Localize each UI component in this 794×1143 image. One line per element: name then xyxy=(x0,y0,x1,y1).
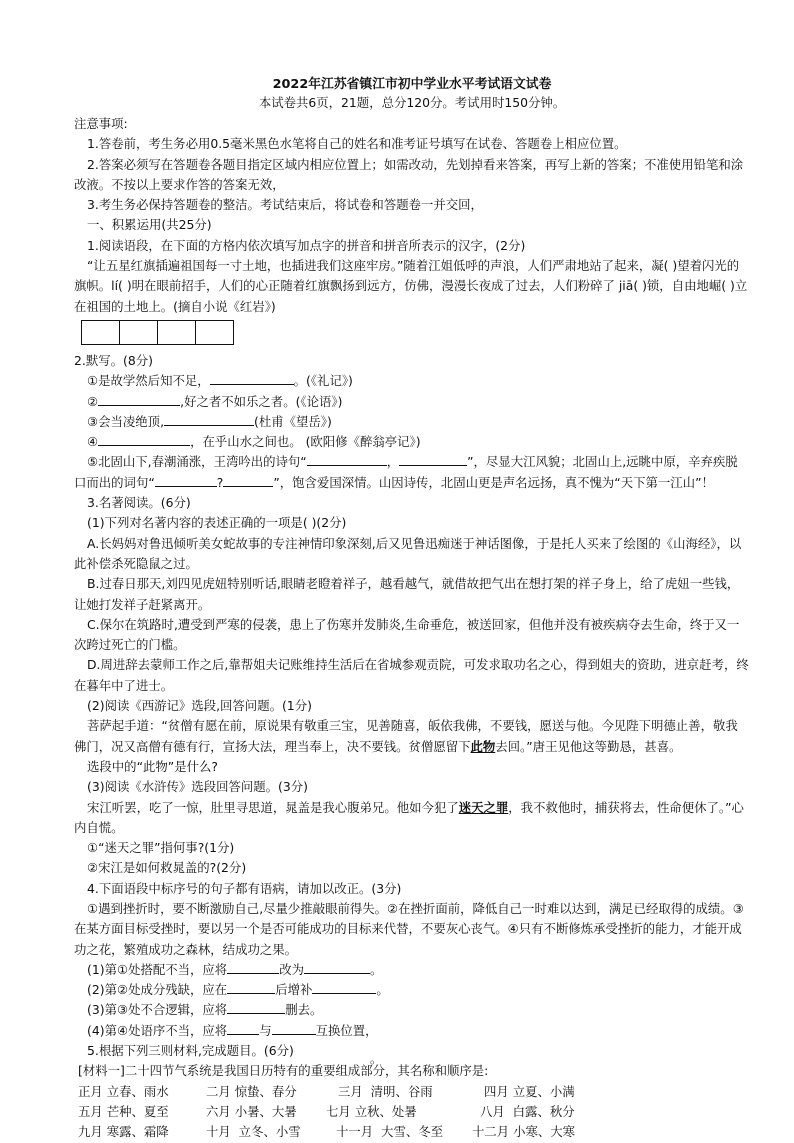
solar-terms-cell: 十二月 小寒、大寒 xyxy=(472,1124,576,1140)
solar-terms-cell: 五月 芒种、夏至 xyxy=(78,1103,169,1119)
note-item-2: 2.答案必须写在答题卷各题目指定区域内相应位置上；如需改动，先划掉看来答案，再写上新的答案；不准使用铅笔和涂改液。不按以上要求作答的答案无效， xyxy=(74,156,744,192)
q2-line-4: ④ ，在乎山水之间也。 (欧阳修《醉翁亭记》) xyxy=(87,434,421,450)
q4-fix-1: (1)第①处搭配不当，应将 改为 。 xyxy=(87,961,383,977)
solar-terms-cell: 十一月 大雪、冬至 xyxy=(336,1124,444,1140)
fill-blank[interactable] xyxy=(98,392,180,406)
fill-blank[interactable] xyxy=(312,980,376,994)
solar-terms-row xyxy=(78,1082,750,1102)
q4-prompt: 4.下面语段中标序号的句子都有语病，请加以改正。(3分) xyxy=(87,880,402,896)
section1-heading: 一、积累运用(共25分) xyxy=(87,217,212,233)
q4-passage: ①遇到挫折时，要不断激励自己,尽量少推敲眼前得失。②在挫折面前，降低自己一时难以达到，满足已经取得的成绩。③在某方面目标受挫时，要以另一个是否可能成功的目标来代替，不要灰心丧气。④只有不断修炼承受挫折的能力，才能开成功之花，繁殖成功之森林，结成功之果。 xyxy=(74,900,744,957)
solar-terms-cell: 二月 惊蛰、春分 xyxy=(206,1083,297,1099)
solar-terms-cell: 九月 寒露、霜降 xyxy=(78,1124,169,1140)
q4-fix-2: (2)第②处成分残缺，应在 后增补 。 xyxy=(87,982,389,998)
solar-terms-cell: 十月 立冬、小雪 xyxy=(206,1124,301,1140)
q3-sub3: (3)阅读《水浒传》选段回答问题。(3分) xyxy=(87,779,308,795)
q3-prompt: 3.名著阅读。(6分) xyxy=(87,495,191,511)
solar-terms-cell: 七月 立秋、处暑 xyxy=(326,1103,417,1119)
q3-sub2-question: 选段中的“此物”是什么? xyxy=(87,758,218,774)
q3-option-c[interactable]: C.保尔在筑路时,遭受到严寒的侵袭，患上了伤寒并发肺炎,生命垂危，被送回家，但他并没有被疾病夺去生命，终于又一次跨过死亡的门槛。 xyxy=(74,616,740,653)
q5-prompt: 5.根据下列三则材料,完成题目。(6分) xyxy=(87,1043,294,1059)
fill-blank[interactable] xyxy=(227,1021,259,1035)
q3-passage-xiyouji: 菩萨起手道：“贫僧有愿在前，原说果有敬重三宝，见善随喜，皈依我佛，不要钱，愿送与他。今见陛下明德止善，敬我佛门，况又高僧有德有行，宣扬大法，理当奉上，决不要钱。贫僧愿留下此物去回。”唐王见他这等勤恳，甚喜。 xyxy=(74,718,738,754)
q2-prompt: 2.默写。(8分) xyxy=(74,352,153,368)
fill-blank[interactable] xyxy=(307,452,387,466)
q4-fix-4: (4)第④处语序不当，应将 与 互换位置， xyxy=(87,1022,378,1038)
fill-blank[interactable] xyxy=(227,1000,285,1014)
q1-passage: “让五星红旗插遍祖国每一寸土地，也插进我们这座牢房。”随着江姐低呼的声浪，人们严肃地站了起来，凝( )望着闪光的旗帜。lí( )明在眼前招手，人们的心正随着红旗飘扬到远方，仿佛，漫漫长夜成了过去，人们粉碎了 jiā( )锁，自由地崛( )立在祖国的土地上。(摘自小说《红岩》) xyxy=(74,258,748,314)
note-item-3: 3.考生务必保持答题卷的整洁。考试结束后，将试卷和答题卷一并交回， xyxy=(87,197,483,213)
key-phrase: 迷天之罪 xyxy=(458,799,509,815)
solar-terms-cell: 八月 白露、秋分 xyxy=(480,1103,575,1119)
fill-blank[interactable] xyxy=(223,473,273,487)
trailing-mark: 。 xyxy=(370,1052,383,1066)
exam-title: 2022年江苏省镇江市初中学业水平考试语文试卷 xyxy=(272,77,552,92)
fill-blank[interactable] xyxy=(272,1021,316,1035)
fill-blank[interactable] xyxy=(399,452,467,466)
fill-blank[interactable] xyxy=(155,473,217,487)
fill-blank[interactable] xyxy=(227,960,279,974)
q3-sub3-question-2: ②宋江是如何救晁盖的?(2分) xyxy=(87,860,247,876)
q3-passage-shuihu: 宋江听罢，吃了一惊，肚里寻思道，晁盖是我心腹弟兄。他如今犯了迷天之罪，我不救他时，捕获将去，性命便休了。”心内自慌。 xyxy=(74,799,744,835)
q2-line-3: ③会当凌绝顶, (杜甫《望岳》) xyxy=(87,413,332,429)
solar-terms-row xyxy=(78,1122,750,1142)
q3-sub1: (1)下列对名著内容的表述正确的一项是( )(2分) xyxy=(87,515,347,531)
answer-cell[interactable] xyxy=(81,320,120,345)
solar-terms-table xyxy=(74,1082,750,1143)
fill-blank[interactable] xyxy=(304,960,370,974)
q2-line-5: ⑤北固山下,春潮涌涨，王湾吟出的诗句“ ， ”，尽显大江风貌；北固山上,远眺中原，辛弃疾脱口而出的词句“ ? ”，饱含爱国深情。山因诗传，北固山更是声名远扬，真不愧为“天下第一江山”！ xyxy=(74,454,738,490)
q5-material-1: [材料一]二十四节气系统是我国日历特有的重要组成部分，其名称和顺序是: xyxy=(78,1063,489,1079)
exam-subtitle: 本试卷共6页，21题，总分120分。考试用时150分钟。 xyxy=(258,95,566,110)
q2-line-1: ①是故学然后知不足， 。(《礼记》) xyxy=(87,373,353,389)
notes-heading: 注意事项: xyxy=(74,116,128,131)
solar-terms-cell: 三月 清明、谷雨 xyxy=(338,1083,433,1099)
solar-terms-cell: 六月 小暑、大暑 xyxy=(206,1103,297,1119)
fill-blank[interactable] xyxy=(98,432,190,446)
exam-page xyxy=(74,76,750,1143)
q3-option-b[interactable]: B.过春日那天,刘四见虎妞特别听话,眼睛老瞪着祥子，越看越气，就借故把气出在想打架的祥子身上，给了虎妞一些钱，让她打发祥子赶紧离开。 xyxy=(74,576,740,612)
q3-sub3-question-1: ①“迷天之罪”指何事?(1分) xyxy=(87,840,235,856)
answer-grid[interactable] xyxy=(82,320,750,345)
answer-cell[interactable] xyxy=(157,320,196,345)
key-phrase: 此物 xyxy=(470,738,496,754)
q3-option-d[interactable]: D.周进辞去蒙师工作之后,靠帮姐夫记账维持生活后在省城参观贡院，可发求取功名之心，得到姐夫的资助，进京赶考，终在暮年中了进士。 xyxy=(74,657,749,693)
note-item-1: 1.答卷前，考生务必用0.5毫米黑色水笔将自己的姓名和准考证号填写在试卷、答题卷上相应位置。 xyxy=(87,136,627,152)
solar-terms-row xyxy=(78,1102,750,1122)
q3-sub2: (2)阅读《西游记》选段,回答问题。(1分) xyxy=(87,698,312,714)
fill-blank[interactable] xyxy=(164,412,254,426)
q2-line-2: ② ,好之者不如乐之者。(《论语》) xyxy=(87,393,343,409)
solar-terms-cell: 正月 立春、雨水 xyxy=(78,1083,169,1099)
q1-prompt: 1.阅读语段，在下面的方格内依次填写加点字的拼音和拼音所表示的汉字，(2分) xyxy=(87,237,526,253)
q3-option-a[interactable]: A.长妈妈对鲁迅倾听美女蛇故事的专注神情印象深刻,后又见鲁迅痴迷于神话图像，于是托人买来了绘图的《山海经》，以此补偿杀死隐鼠之过。 xyxy=(74,535,742,571)
fill-blank[interactable] xyxy=(210,371,294,385)
answer-cell[interactable] xyxy=(119,320,158,345)
fill-blank[interactable] xyxy=(227,980,275,994)
solar-terms-cell: 四月 立夏、小满 xyxy=(484,1083,575,1099)
q4-fix-3: (3)第③处不合逻辑，应将 删去。 xyxy=(87,1002,323,1018)
answer-cell[interactable] xyxy=(195,320,234,345)
